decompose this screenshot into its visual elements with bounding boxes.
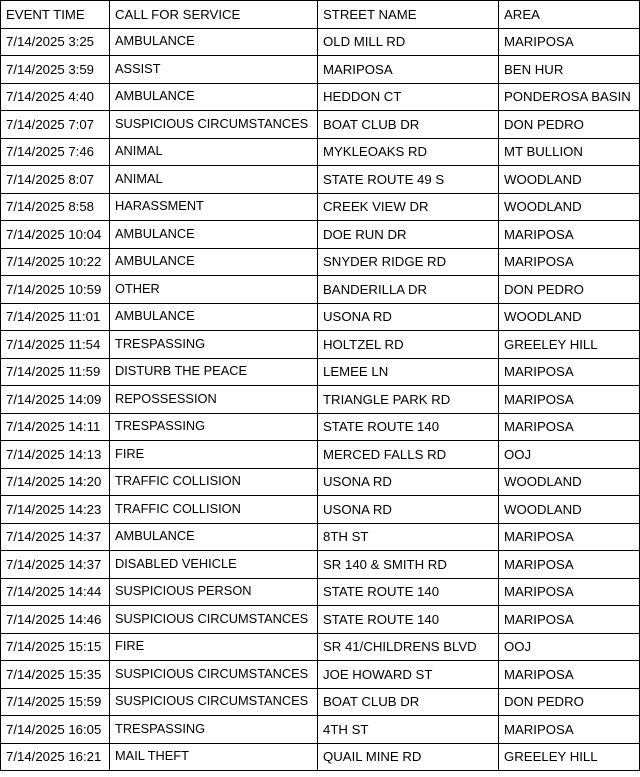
street-name-cell: TRIANGLE PARK RD (318, 386, 499, 414)
call-for-service-cell: MAIL THEFT (110, 743, 318, 771)
event-time-cell: 7/14/2025 14:13 (1, 441, 110, 469)
street-name-cell: HEDDON CT (318, 83, 499, 111)
event-time-cell: 7/14/2025 15:59 (1, 688, 110, 716)
event-time-cell: 7/14/2025 10:22 (1, 248, 110, 276)
area-cell: WOODLAND (499, 193, 640, 221)
table-row (1, 358, 640, 386)
area-cell: MARIPOSA (499, 661, 640, 689)
event-time-cell: 7/14/2025 8:07 (1, 166, 110, 194)
event-time-cell: 7/14/2025 7:46 (1, 138, 110, 166)
street-name-cell: BOAT CLUB DR (318, 111, 499, 139)
event-time-cell: 7/14/2025 10:04 (1, 221, 110, 249)
area-cell: MARIPOSA (499, 358, 640, 386)
area-cell: WOODLAND (499, 496, 640, 524)
event-time-cell: 7/14/2025 7:07 (1, 111, 110, 139)
table-row (1, 28, 640, 56)
area-cell: BEN HUR (499, 56, 640, 84)
table-row (1, 578, 640, 606)
event-time-cell: 7/14/2025 15:35 (1, 661, 110, 689)
call-for-service-cell: FIRE (110, 441, 318, 469)
street-name-cell: DOE RUN DR (318, 221, 499, 249)
event-time-cell: 7/14/2025 14:11 (1, 413, 110, 441)
table-row (1, 413, 640, 441)
table-row (1, 303, 640, 331)
event-time-cell: 7/14/2025 14:44 (1, 578, 110, 606)
header-row (1, 1, 640, 29)
table-row (1, 716, 640, 744)
area-cell: MARIPOSA (499, 248, 640, 276)
area-cell: MARIPOSA (499, 716, 640, 744)
event-time-cell: 7/14/2025 14:46 (1, 606, 110, 634)
street-name-cell: MERCED FALLS RD (318, 441, 499, 469)
area-cell: WOODLAND (499, 166, 640, 194)
call-for-service-cell: TRESPASSING (110, 413, 318, 441)
call-for-service-cell: ANIMAL (110, 166, 318, 194)
call-for-service-cell: SUSPICIOUS CIRCUMSTANCES (110, 688, 318, 716)
table-row (1, 468, 640, 496)
street-name-cell: USONA RD (318, 303, 499, 331)
event-time-cell: 7/14/2025 15:15 (1, 633, 110, 661)
call-for-service-cell: HARASSMENT (110, 193, 318, 221)
table-row (1, 496, 640, 524)
event-time-cell: 7/14/2025 14:37 (1, 523, 110, 551)
table-row (1, 523, 640, 551)
table-row (1, 633, 640, 661)
street-name-cell: SR 140 & SMITH RD (318, 551, 499, 579)
table-row (1, 83, 640, 111)
table-row (1, 248, 640, 276)
event-time-cell: 7/14/2025 11:01 (1, 303, 110, 331)
call-for-service-cell: ASSIST (110, 56, 318, 84)
call-for-service-cell: AMBULANCE (110, 83, 318, 111)
area-cell: OOJ (499, 441, 640, 469)
street-name-cell: CREEK VIEW DR (318, 193, 499, 221)
area-cell: PONDEROSA BASIN (499, 83, 640, 111)
street-name-cell: USONA RD (318, 496, 499, 524)
table-row (1, 138, 640, 166)
area-cell: MARIPOSA (499, 221, 640, 249)
call-for-service-cell: SUSPICIOUS CIRCUMSTANCES (110, 606, 318, 634)
area-cell: DON PEDRO (499, 111, 640, 139)
table-row (1, 221, 640, 249)
street-name-cell: STATE ROUTE 140 (318, 578, 499, 606)
event-time-cell: 7/14/2025 4:40 (1, 83, 110, 111)
area-cell: MARIPOSA (499, 523, 640, 551)
area-cell: MARIPOSA (499, 386, 640, 414)
street-name-cell: JOE HOWARD ST (318, 661, 499, 689)
area-cell: WOODLAND (499, 468, 640, 496)
street-name-cell: SR 41/CHILDRENS BLVD (318, 633, 499, 661)
street-name-cell: BOAT CLUB DR (318, 688, 499, 716)
call-for-service-cell: TRAFFIC COLLISION (110, 468, 318, 496)
area-cell: MARIPOSA (499, 28, 640, 56)
street-name-cell: SNYDER RIDGE RD (318, 248, 499, 276)
street-name-cell: STATE ROUTE 140 (318, 413, 499, 441)
table-row (1, 688, 640, 716)
table-row (1, 331, 640, 359)
event-time-cell: 7/14/2025 16:21 (1, 743, 110, 771)
area-cell: MARIPOSA (499, 551, 640, 579)
header-call-for-service: CALL FOR SERVICE (110, 1, 318, 29)
street-name-cell: HOLTZEL RD (318, 331, 499, 359)
table-row (1, 606, 640, 634)
table-row (1, 661, 640, 689)
area-cell: OOJ (499, 633, 640, 661)
call-for-service-cell: ANIMAL (110, 138, 318, 166)
call-for-service-cell: OTHER (110, 276, 318, 304)
call-for-service-cell: AMBULANCE (110, 221, 318, 249)
call-for-service-cell: SUSPICIOUS PERSON (110, 578, 318, 606)
call-for-service-cell: DISABLED VEHICLE (110, 551, 318, 579)
event-time-cell: 7/14/2025 14:20 (1, 468, 110, 496)
area-cell: MARIPOSA (499, 606, 640, 634)
header-area: AREA (499, 1, 640, 29)
header-street-name: STREET NAME (318, 1, 499, 29)
event-time-cell: 7/14/2025 11:54 (1, 331, 110, 359)
street-name-cell: 4TH ST (318, 716, 499, 744)
call-for-service-cell: AMBULANCE (110, 28, 318, 56)
header-event-time: EVENT TIME (1, 1, 110, 29)
event-time-cell: 7/14/2025 3:25 (1, 28, 110, 56)
call-for-service-cell: DISTURB THE PEACE (110, 358, 318, 386)
call-for-service-cell: SUSPICIOUS CIRCUMSTANCES (110, 661, 318, 689)
street-name-cell: STATE ROUTE 49 S (318, 166, 499, 194)
event-time-cell: 7/14/2025 14:37 (1, 551, 110, 579)
event-time-cell: 7/14/2025 3:59 (1, 56, 110, 84)
area-cell: DON PEDRO (499, 276, 640, 304)
street-name-cell: MYKLEOAKS RD (318, 138, 499, 166)
call-for-service-cell: TRAFFIC COLLISION (110, 496, 318, 524)
event-time-cell: 7/14/2025 16:05 (1, 716, 110, 744)
street-name-cell: 8TH ST (318, 523, 499, 551)
area-cell: MARIPOSA (499, 413, 640, 441)
area-cell: WOODLAND (499, 303, 640, 331)
table-row (1, 743, 640, 771)
street-name-cell: STATE ROUTE 140 (318, 606, 499, 634)
street-name-cell: BANDERILLA DR (318, 276, 499, 304)
area-cell: GREELEY HILL (499, 331, 640, 359)
event-time-cell: 7/14/2025 10:59 (1, 276, 110, 304)
area-cell: GREELEY HILL (499, 743, 640, 771)
call-for-service-cell: SUSPICIOUS CIRCUMSTANCES (110, 111, 318, 139)
table-row (1, 441, 640, 469)
street-name-cell: MARIPOSA (318, 56, 499, 84)
table-row (1, 276, 640, 304)
table-row (1, 111, 640, 139)
call-for-service-cell: TRESPASSING (110, 716, 318, 744)
area-cell: DON PEDRO (499, 688, 640, 716)
street-name-cell: OLD MILL RD (318, 28, 499, 56)
table-body (1, 28, 640, 771)
street-name-cell: QUAIL MINE RD (318, 743, 499, 771)
area-cell: MT BULLION (499, 138, 640, 166)
call-for-service-cell: FIRE (110, 633, 318, 661)
call-for-service-cell: AMBULANCE (110, 523, 318, 551)
call-for-service-cell: REPOSSESSION (110, 386, 318, 414)
event-time-cell: 7/14/2025 14:09 (1, 386, 110, 414)
call-for-service-cell: AMBULANCE (110, 248, 318, 276)
call-for-service-cell: TRESPASSING (110, 331, 318, 359)
event-time-cell: 7/14/2025 14:23 (1, 496, 110, 524)
street-name-cell: USONA RD (318, 468, 499, 496)
table-row (1, 56, 640, 84)
table-row (1, 166, 640, 194)
event-time-cell: 7/14/2025 11:59 (1, 358, 110, 386)
call-for-service-cell: AMBULANCE (110, 303, 318, 331)
table-row (1, 193, 640, 221)
street-name-cell: LEMEE LN (318, 358, 499, 386)
table-row (1, 551, 640, 579)
area-cell: MARIPOSA (499, 578, 640, 606)
event-time-cell: 7/14/2025 8:58 (1, 193, 110, 221)
table-row (1, 386, 640, 414)
